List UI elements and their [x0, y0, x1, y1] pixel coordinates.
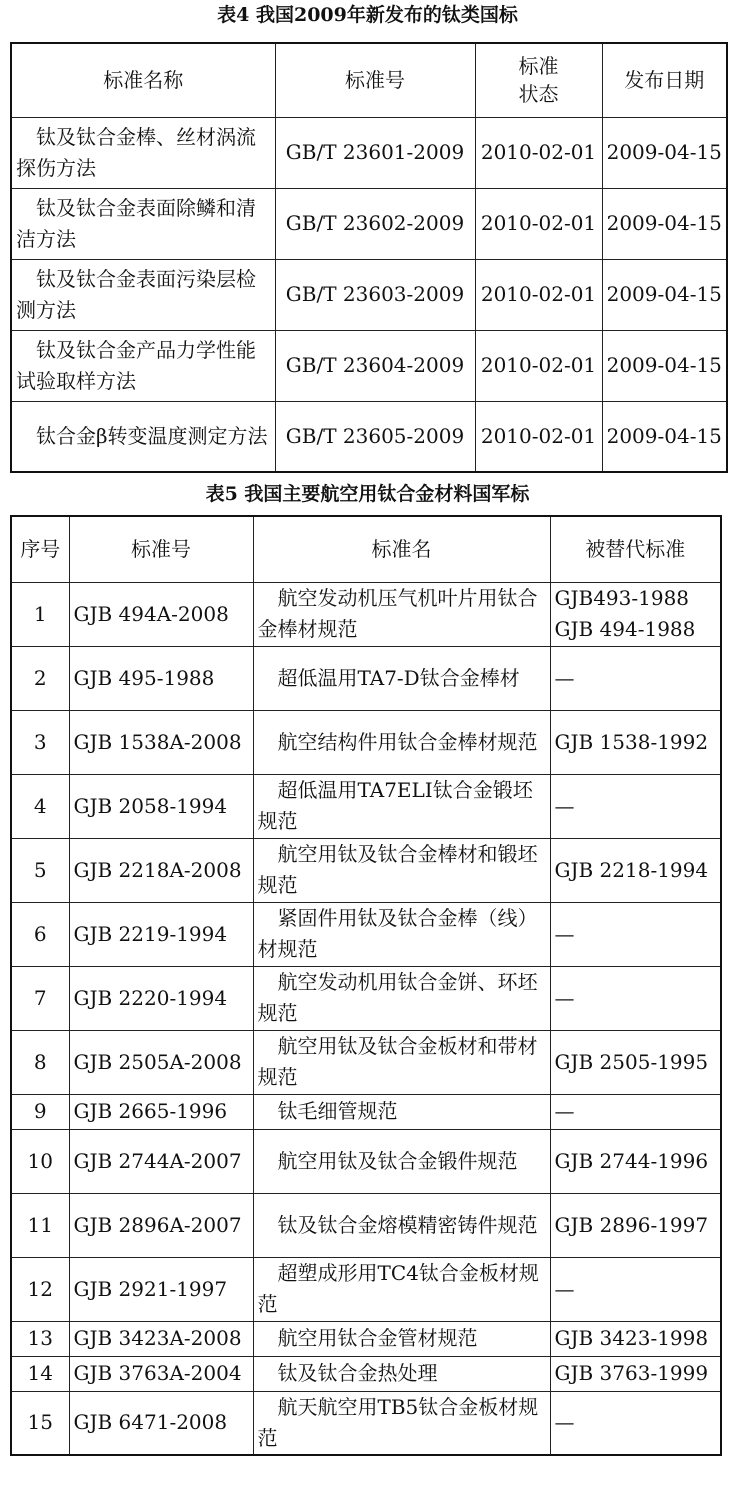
standard-name-cell: 超低温用TA7ELI钛合金锻坯规范 — [253, 774, 550, 838]
table4-header-row — [11, 43, 727, 117]
standard-number-cell: GJB 494A-2008 — [69, 582, 253, 646]
release-date-cell: 2009-04-15 — [602, 188, 727, 259]
table-row — [11, 902, 721, 966]
table-row — [11, 1257, 721, 1321]
seq-cell: 9 — [11, 1094, 69, 1129]
standard-status-cell: 2010-02-01 — [475, 188, 602, 259]
replaced-standard-cell: — — [550, 1391, 721, 1455]
table-row — [11, 1193, 721, 1257]
seq-cell: 11 — [11, 1193, 69, 1257]
header-seq: 序号 — [11, 516, 69, 582]
table-row — [11, 838, 721, 902]
replaced-standard-cell: GJB 2744-1996 — [550, 1129, 721, 1193]
replaced-standard-cell — [550, 582, 721, 646]
seq-cell: 14 — [11, 1356, 69, 1391]
standard-name-cell: 航天航空用TB5钛合金板材规范 — [253, 1391, 550, 1455]
replaced-standard-cell: GJB 1538-1992 — [550, 710, 721, 774]
standard-number-cell: GJB 6471-2008 — [69, 1391, 253, 1455]
replaced-standard-cell: — — [550, 1257, 721, 1321]
standard-number-cell: GJB 2220-1994 — [69, 966, 253, 1030]
standard-number-cell: GB/T 23605-2009 — [275, 401, 475, 472]
standard-status-cell: 2010-02-01 — [475, 259, 602, 330]
standard-name-cell: 航空用钛及钛合金棒材和锻坯规范 — [253, 838, 550, 902]
replaced-standard-cell: GJB 3423-1998 — [550, 1321, 721, 1356]
standard-name-cell: 航空发动机用钛合金饼、环坯规范 — [253, 966, 550, 1030]
replaced-standard-cell: — — [550, 774, 721, 838]
standard-number-cell: GJB 2058-1994 — [69, 774, 253, 838]
header-standard-number: 标准号 — [275, 43, 475, 117]
seq-cell: 4 — [11, 774, 69, 838]
seq-cell: 8 — [11, 1030, 69, 1094]
standard-number-cell: GB/T 23602-2009 — [275, 188, 475, 259]
standard-number-cell: GJB 495-1988 — [69, 646, 253, 710]
header-standard-number: 标准号 — [69, 516, 253, 582]
replaced-standard-cell: — — [550, 966, 721, 1030]
standard-name-cell: 钛及钛合金表面污染层检测方法 — [11, 259, 275, 330]
replaced-standard-cell: — — [550, 902, 721, 966]
replaced-standard-cell: GJB 2505-1995 — [550, 1030, 721, 1094]
table-row — [11, 188, 727, 259]
table-row — [11, 1094, 721, 1129]
seq-cell: 6 — [11, 902, 69, 966]
standard-name-cell: 航空用钛合金管材规范 — [253, 1321, 550, 1356]
table-row — [11, 966, 721, 1030]
table5-header-row — [11, 516, 721, 582]
release-date-cell: 2009-04-15 — [602, 330, 727, 401]
replaced-standard-cell: GJB 3763-1999 — [550, 1356, 721, 1391]
standard-name-cell: 超塑成形用TC4钛合金板材规范 — [253, 1257, 550, 1321]
header-release-date: 发布日期 — [602, 43, 727, 117]
seq-cell: 2 — [11, 646, 69, 710]
standard-name-cell: 钛及钛合金棒、丝材涡流探伤方法 — [11, 117, 275, 188]
table-row — [11, 1356, 721, 1391]
table-row — [11, 401, 727, 472]
standard-number-cell: GJB 2744A-2007 — [69, 1129, 253, 1193]
standard-name-cell: 航空结构件用钛合金棒材规范 — [253, 710, 550, 774]
header-standard-status — [475, 43, 602, 117]
standard-name-cell: 航空用钛及钛合金锻件规范 — [253, 1129, 550, 1193]
replaced-standard-cell: GJB 2218-1994 — [550, 838, 721, 902]
standard-name-cell: 紧固件用钛及钛合金棒（线）材规范 — [253, 902, 550, 966]
standard-number-cell: GB/T 23604-2009 — [275, 330, 475, 401]
standard-name-cell: 钛毛细管规范 — [253, 1094, 550, 1129]
table-row — [11, 259, 727, 330]
header-status-line1: 标准 — [518, 54, 559, 79]
standard-status-cell: 2010-02-01 — [475, 330, 602, 401]
replaced-standard-line2: GJB 494-1988 — [554, 617, 696, 641]
standard-status-cell: 2010-02-01 — [475, 117, 602, 188]
standard-number-cell: GJB 1538A-2008 — [69, 710, 253, 774]
standard-name-cell: 钛合金β转变温度测定方法 — [11, 401, 275, 472]
table-row — [11, 330, 727, 401]
table-row — [11, 774, 721, 838]
standard-status-cell: 2010-02-01 — [475, 401, 602, 472]
table5-aviation-titanium-military-standards — [10, 515, 722, 1456]
table-row — [11, 582, 721, 646]
table-row — [11, 646, 721, 710]
table-row — [11, 1030, 721, 1094]
seq-cell: 12 — [11, 1257, 69, 1321]
seq-cell: 7 — [11, 966, 69, 1030]
header-replaced-standard: 被替代标准 — [550, 516, 721, 582]
release-date-cell: 2009-04-15 — [602, 117, 727, 188]
header-standard-name: 标准名称 — [11, 43, 275, 117]
replaced-standard-cell: — — [550, 646, 721, 710]
release-date-cell: 2009-04-15 — [602, 401, 727, 472]
header-status-line2: 状态 — [518, 82, 559, 107]
standard-number-cell: GJB 2665-1996 — [69, 1094, 253, 1129]
standard-name-cell: 钛及钛合金表面除鳞和清洁方法 — [11, 188, 275, 259]
standard-number-cell: GB/T 23603-2009 — [275, 259, 475, 330]
standard-number-cell: GJB 2896A-2007 — [69, 1193, 253, 1257]
seq-cell: 5 — [11, 838, 69, 902]
replaced-standard-cell: GJB 2896-1997 — [550, 1193, 721, 1257]
replaced-standard-line1: GJB493-1988 — [554, 586, 690, 610]
table-row — [11, 710, 721, 774]
standard-name-cell: 超低温用TA7-D钛合金棒材 — [253, 646, 550, 710]
table-row — [11, 117, 727, 188]
release-date-cell: 2009-04-15 — [602, 259, 727, 330]
standard-name-cell: 航空用钛及钛合金板材和带材规范 — [253, 1030, 550, 1094]
seq-cell: 13 — [11, 1321, 69, 1356]
table5-caption: 表5 我国主要航空用钛合金材料国军标 — [205, 483, 530, 505]
standard-name-cell: 航空发动机压气机叶片用钛合金棒材规范 — [253, 582, 550, 646]
table-row — [11, 1321, 721, 1356]
standard-number-cell: GJB 2218A-2008 — [69, 838, 253, 902]
seq-cell: 3 — [11, 710, 69, 774]
standard-name-cell: 钛及钛合金产品力学性能试验取样方法 — [11, 330, 275, 401]
seq-cell: 1 — [11, 582, 69, 646]
table-row — [11, 1129, 721, 1193]
table-row — [11, 1391, 721, 1455]
standard-number-cell: GB/T 23601-2009 — [275, 117, 475, 188]
standard-name-cell: 钛及钛合金熔模精密铸件规范 — [253, 1193, 550, 1257]
table4-caption: 表4 我国2009年新发布的钛类国标 — [217, 4, 518, 26]
table4-national-titanium-standards — [10, 42, 728, 473]
standard-number-cell: GJB 2921-1997 — [69, 1257, 253, 1321]
standard-number-cell: GJB 3423A-2008 — [69, 1321, 253, 1356]
standard-number-cell: GJB 3763A-2004 — [69, 1356, 253, 1391]
standard-number-cell: GJB 2505A-2008 — [69, 1030, 253, 1094]
standard-number-cell: GJB 2219-1994 — [69, 902, 253, 966]
header-standard-name: 标准名 — [253, 516, 550, 582]
seq-cell: 10 — [11, 1129, 69, 1193]
standard-name-cell: 钛及钛合金热处理 — [253, 1356, 550, 1391]
replaced-standard-cell: — — [550, 1094, 721, 1129]
seq-cell: 15 — [11, 1391, 69, 1455]
